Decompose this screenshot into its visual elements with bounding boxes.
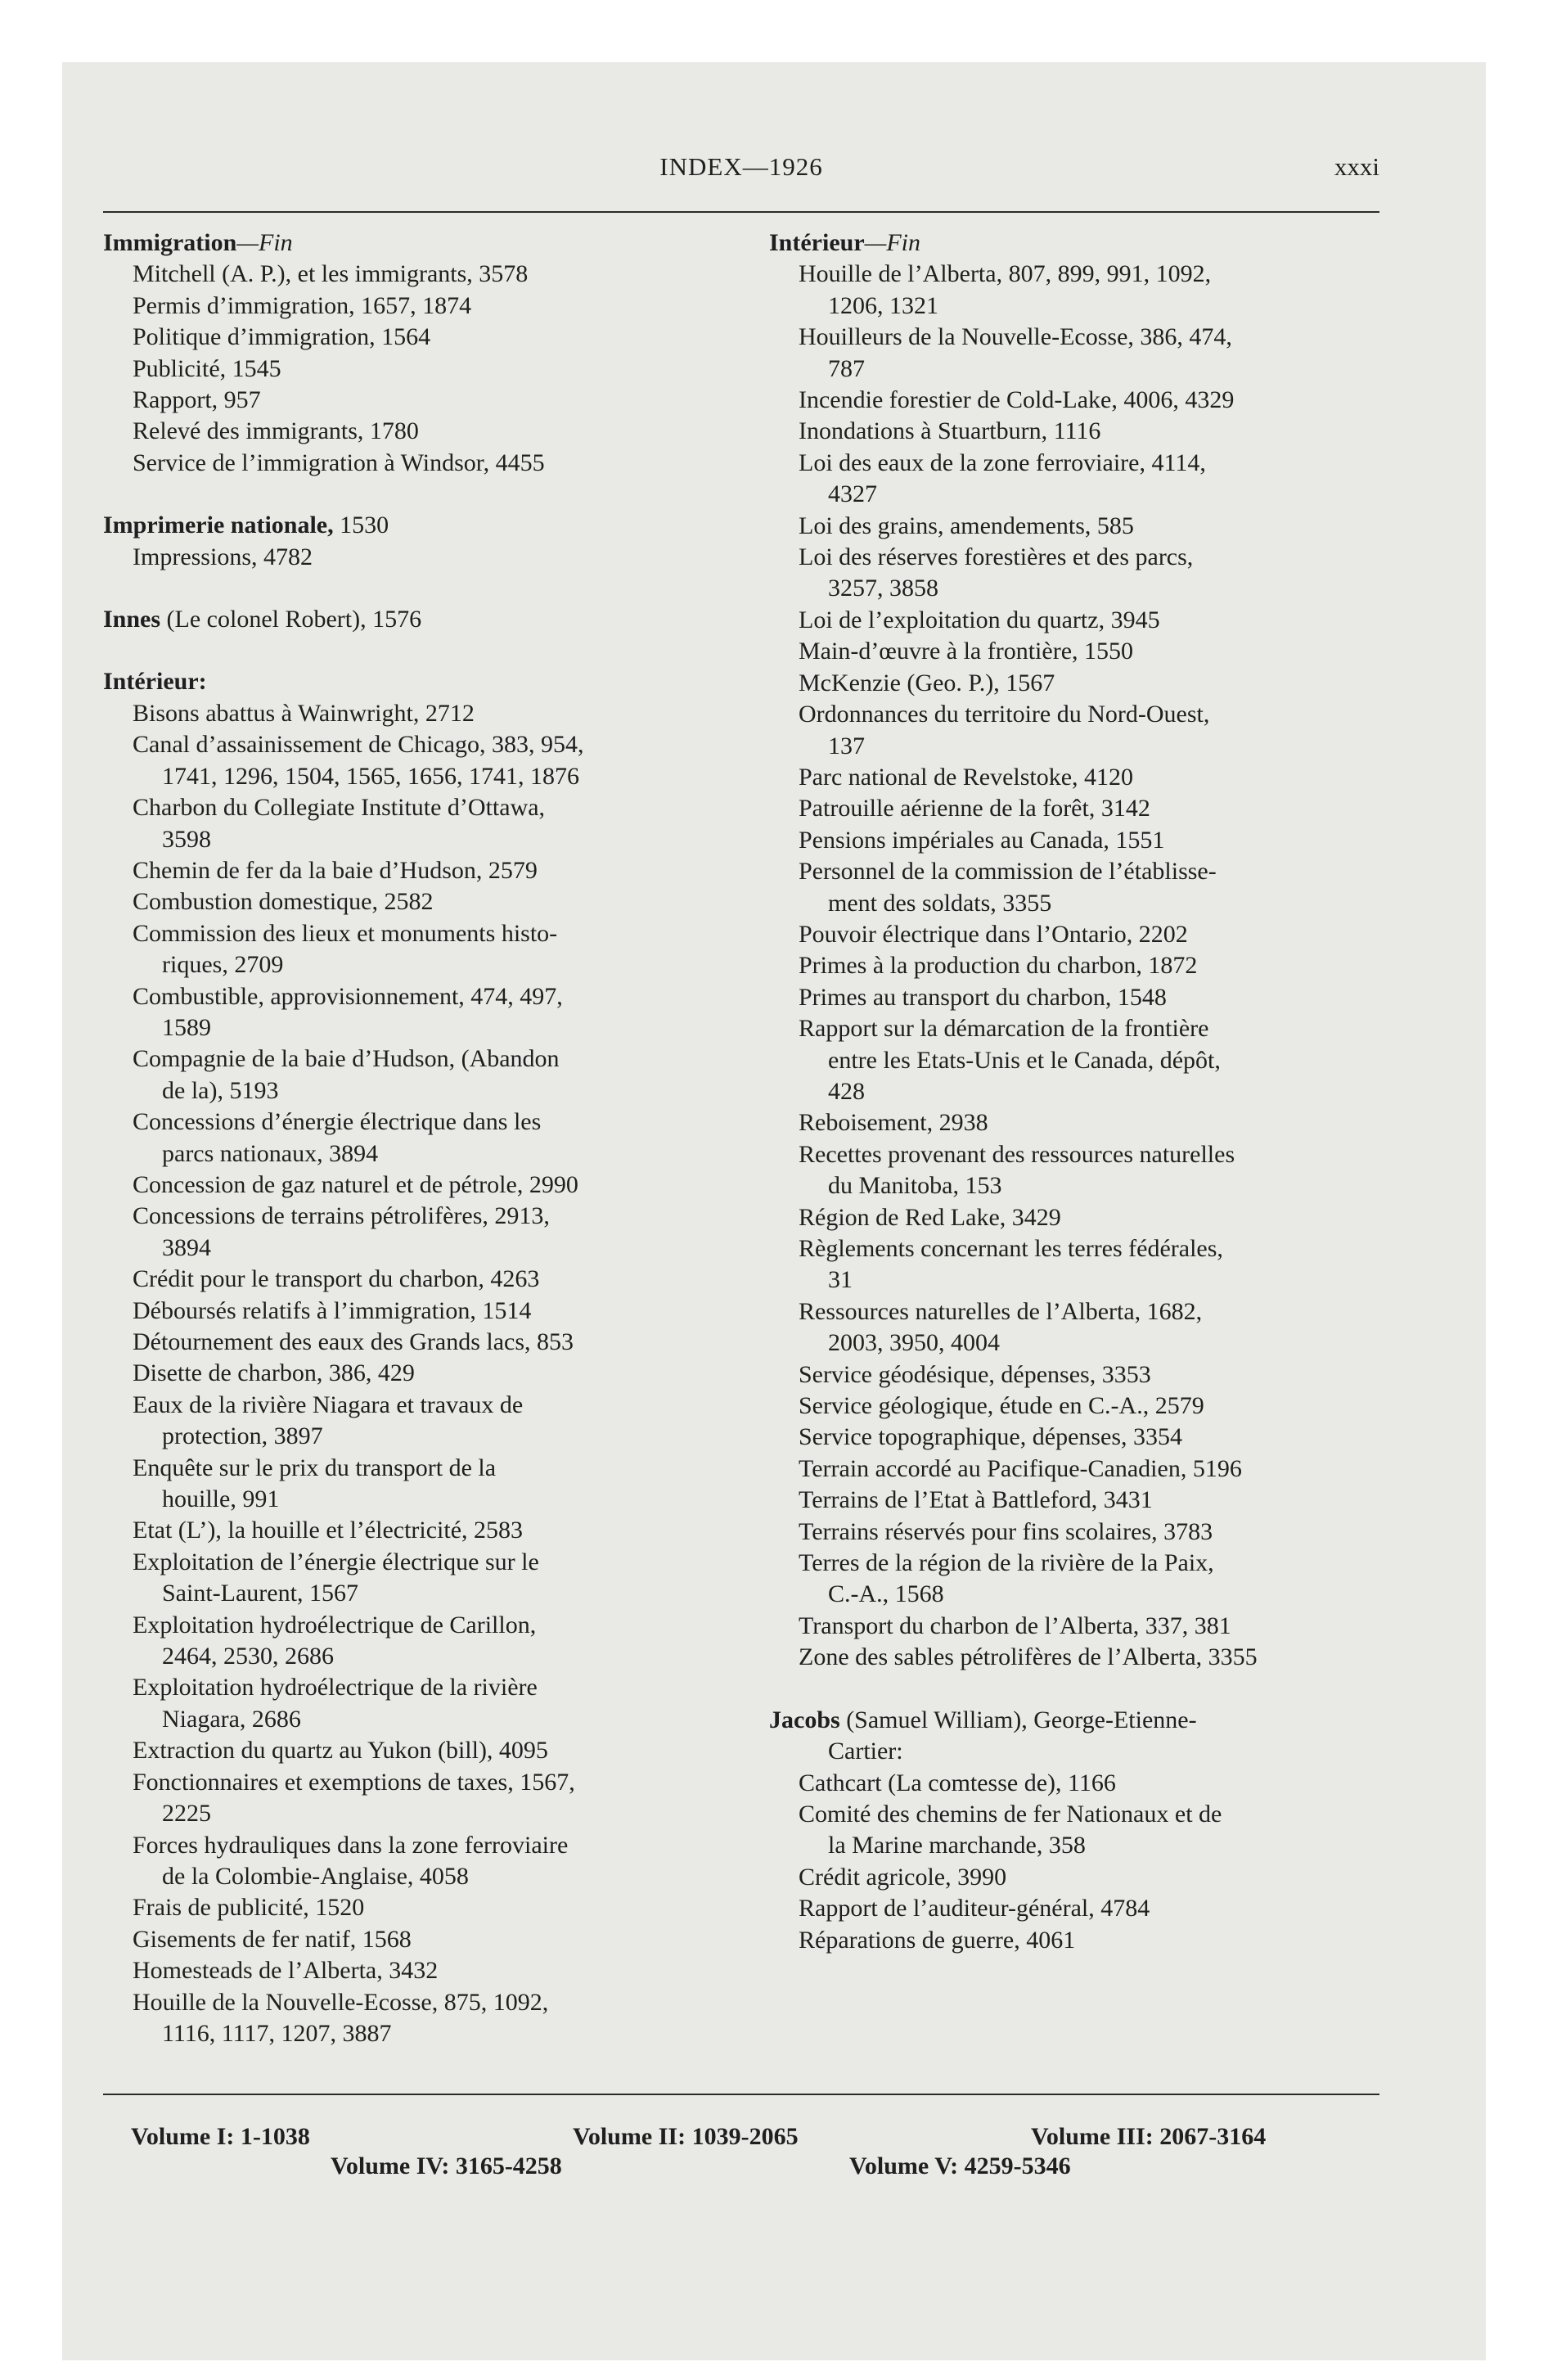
index-subentry-continuation: entre les Etats-Unis et le Canada, dépôt, <box>828 1046 1221 1074</box>
index-subentry: Chemin de fer da la baie d’Hudson, 2579 <box>133 856 538 884</box>
index-subentry: Terrains réservés pour fins scolaires, 3783 <box>799 1517 1213 1545</box>
volume-3-range: Volume III: 2067-3164 <box>1031 2123 1267 2150</box>
index-subentry: Extraction du quartz au Yukon (bill), 4095 <box>133 1737 548 1765</box>
index-subentry-continuation: parcs nationaux, 3894 <box>162 1139 379 1167</box>
index-subentry-continuation: Cartier: <box>828 1738 903 1765</box>
index-subentry-continuation: 1741, 1296, 1504, 1565, 1656, 1741, 1876 <box>162 762 579 790</box>
index-subentry: Primes à la production du charbon, 1872 <box>799 952 1198 980</box>
index-subentry: Service géologique, étude en C.-A., 2579 <box>799 1392 1204 1420</box>
index-subentry-continuation: houille, 991 <box>162 1485 280 1513</box>
index-subentry: Concessions d’énergie électrique dans les <box>133 1108 542 1136</box>
index-subentry: Publicité, 1545 <box>133 354 281 382</box>
index-subentry: Détournement des eaux des Grands lacs, 853 <box>133 1328 574 1355</box>
index-subentry-continuation: 1116, 1117, 1207, 3887 <box>162 2019 392 2047</box>
index-subentry: Service de l’immigration à Windsor, 4455 <box>133 449 545 476</box>
index-subentry: Disette de charbon, 386, 429 <box>133 1359 415 1387</box>
index-subentry-continuation: du Manitoba, 153 <box>828 1172 1002 1200</box>
entry-spacer <box>103 573 725 604</box>
footer-rule <box>103 2094 1379 2095</box>
index-subentry: Loi des réserves forestières et des parcs, <box>799 543 1194 571</box>
heading-name: Intérieur <box>769 229 865 256</box>
index-subentry: Combustion domestique, 2582 <box>133 888 434 916</box>
index-subentry: Houille de la Nouvelle-Ecosse, 875, 1092, <box>133 1988 549 2016</box>
index-subentry: Relevé des immigrants, 1780 <box>133 417 419 445</box>
index-subentry: Région de Red Lake, 3429 <box>799 1203 1061 1231</box>
heading-suffix: —Fin <box>236 229 293 256</box>
heading-name: Immigration <box>103 229 237 256</box>
index-subentry-continuation: 2003, 3950, 4004 <box>828 1329 1000 1357</box>
heading-name: Imprimerie nationale, <box>103 512 334 539</box>
index-subentry: Eaux de la rivière Niagara et travaux de <box>133 1391 524 1418</box>
running-title: INDEX—1926 <box>659 152 823 181</box>
index-subentry-continuation: 3257, 3858 <box>828 575 938 602</box>
index-subentry: Exploitation hydroélectrique de la rivière <box>133 1674 538 1702</box>
index-column-right <box>769 228 1378 1956</box>
index-subentry: Loi des grains, amendements, 585 <box>799 512 1134 539</box>
index-subentry: Terres de la région de la rivière de la Paix, <box>799 1549 1214 1577</box>
index-subentry: Cathcart (La comtesse de), 1166 <box>799 1769 1116 1796</box>
index-subentry-continuation: riques, 2709 <box>162 951 284 979</box>
index-subentry: Personnel de la commission de l’établisse- <box>799 858 1217 886</box>
index-subentry-continuation: 428 <box>828 1077 865 1105</box>
index-subentry: Bisons abattus à Wainwright, 2712 <box>133 699 475 727</box>
heading-detail: 1530 <box>333 512 389 539</box>
header-rule <box>103 211 1379 213</box>
index-subentry: Compagnie de la baie d’Hudson, (Abandon <box>133 1045 560 1073</box>
index-subentry: Forces hydrauliques dans la zone ferroviaire <box>133 1831 569 1859</box>
index-subentry: Gisements de fer natif, 1568 <box>133 1925 412 1953</box>
volume-4-range: Volume IV: 3165-4258 <box>331 2152 562 2179</box>
index-subentry: Patrouille aérienne de la forêt, 3142 <box>799 795 1150 823</box>
index-subentry: Concession de gaz naturel et de pétrole, 2990 <box>133 1170 578 1198</box>
index-subentry: Canal d’assainissement de Chicago, 383, 954, <box>133 731 584 759</box>
index-subentry: Comité des chemins de fer Nationaux et de <box>799 1800 1222 1828</box>
heading-detail: (Le colonel Robert), 1576 <box>160 606 422 633</box>
index-subentry: Service géodésique, dépenses, 3353 <box>799 1360 1151 1388</box>
index-subentry: Transport du charbon de l’Alberta, 337, 381 <box>799 1611 1231 1639</box>
index-subentry: Parc national de Revelstoke, 4120 <box>799 763 1134 791</box>
index-subentry: Fonctionnaires et exemptions de taxes, 1567, <box>133 1768 575 1796</box>
index-heading <box>103 666 725 697</box>
index-subentry: Loi des eaux de la zone ferroviaire, 4114, <box>799 449 1206 476</box>
index-subentry: Primes au transport du charbon, 1548 <box>799 983 1167 1011</box>
index-subentry: Rapport, 957 <box>133 386 261 414</box>
index-subentry: Homesteads de l’Alberta, 3432 <box>133 1957 439 1985</box>
page-number: xxxi <box>1334 152 1379 181</box>
index-subentry-continuation: Niagara, 2686 <box>162 1705 301 1733</box>
index-subentry: Charbon du Collegiate Institute d’Ottawa, <box>133 794 546 822</box>
heading-suffix: —Fin <box>864 229 920 256</box>
index-subentry: Incendie forestier de Cold-Lake, 4006, 4329 <box>799 386 1235 414</box>
index-subentry: Déboursés relatifs à l’immigration, 1514 <box>133 1296 532 1324</box>
index-subentry-continuation: protection, 3897 <box>162 1422 323 1450</box>
index-heading <box>103 604 725 635</box>
index-subentry: Enquête sur le prix du transport de la <box>133 1454 497 1481</box>
index-subentry-continuation: 3598 <box>162 825 211 853</box>
index-subentry: Ordonnances du territoire du Nord-Ouest, <box>799 701 1210 728</box>
entry-spacer <box>103 635 725 666</box>
index-subentry: Loi de l’exploitation du quartz, 3945 <box>799 606 1160 633</box>
index-subentry-continuation: 2225 <box>162 1800 211 1828</box>
index-subentry-continuation: 3894 <box>162 1233 211 1261</box>
index-subentry: Concessions de terrains pétrolifères, 2913, <box>133 1202 550 1230</box>
index-subentry: Crédit agricole, 3990 <box>799 1863 1007 1891</box>
index-heading <box>103 510 725 541</box>
index-subentry: Combustible, approvisionnement, 474, 497, <box>133 982 563 1010</box>
entry-spacer <box>103 479 725 510</box>
running-head <box>103 152 1379 193</box>
index-subentry: Rapport de l’auditeur-général, 4784 <box>799 1895 1150 1922</box>
index-subentry: Service topographique, dépenses, 3354 <box>799 1423 1183 1451</box>
heading-name: Innes <box>103 606 161 633</box>
index-subentry: Exploitation hydroélectrique de Carillon, <box>133 1611 537 1639</box>
index-subentry: Zone des sables pétrolifères de l’Alberta, 3355 <box>799 1643 1258 1671</box>
index-subentry: Pensions impériales au Canada, 1551 <box>799 826 1165 854</box>
index-subentry-continuation: C.-A., 1568 <box>828 1580 944 1608</box>
index-subentry-continuation: 137 <box>828 732 865 760</box>
heading-name: Intérieur: <box>103 668 207 696</box>
index-heading <box>103 228 725 259</box>
volume-2-range: Volume II: 1039-2065 <box>573 2123 799 2150</box>
index-heading <box>769 1705 1378 1736</box>
index-subentry: Reboisement, 2938 <box>799 1109 988 1137</box>
index-subentry: Ressources naturelles de l’Alberta, 1682, <box>799 1297 1203 1325</box>
index-subentry-continuation: de la), 5193 <box>162 1076 279 1104</box>
volume-5-range: Volume V: 4259-5346 <box>849 2152 1071 2179</box>
index-subentry: McKenzie (Geo. P.), 1567 <box>799 669 1055 696</box>
index-subentry: Réparations de guerre, 4061 <box>799 1926 1076 1954</box>
volume-1-range: Volume I: 1-1038 <box>131 2123 310 2150</box>
index-subentry-continuation: de la Colombie-Anglaise, 4058 <box>162 1862 469 1890</box>
index-subentry: Pouvoir électrique dans l’Ontario, 2202 <box>799 920 1188 948</box>
index-subentry: Terrain accordé au Pacifique-Canadien, 5196 <box>799 1454 1242 1482</box>
entry-spacer <box>769 1674 1378 1705</box>
index-subentry: Terrains de l’Etat à Battleford, 3431 <box>799 1486 1153 1514</box>
index-subentry: Etat (L’), la houille et l’électricité, 2583 <box>133 1517 524 1544</box>
index-subentry: Règlements concernant les terres fédérales, <box>799 1235 1223 1262</box>
index-subentry: Main-d’œuvre à la frontière, 1550 <box>799 638 1134 665</box>
index-subentry: Exploitation de l’énergie électrique sur le <box>133 1548 539 1575</box>
index-subentry-continuation: ment des soldats, 3355 <box>828 889 1052 917</box>
index-subentry: Frais de publicité, 1520 <box>133 1894 365 1922</box>
index-subentry: Inondations à Stuartburn, 1116 <box>799 417 1101 445</box>
index-subentry: Crédit pour le transport du charbon, 4263 <box>133 1265 540 1293</box>
index-subentry-continuation: 787 <box>828 354 865 382</box>
index-subentry-continuation: 31 <box>828 1266 853 1294</box>
index-subentry: Commission des lieux et monuments histo- <box>133 919 558 947</box>
index-subentry-continuation: Saint-Laurent, 1567 <box>162 1580 358 1607</box>
index-subentry: Politique d’immigration, 1564 <box>133 323 431 351</box>
heading-detail: (Samuel William), George-Etienne- <box>839 1706 1197 1733</box>
index-subentry: Houille de l’Alberta, 807, 899, 991, 1092, <box>799 260 1212 288</box>
index-subentry: Mitchell (A. P.), et les immigrants, 3578 <box>133 260 529 288</box>
index-subentry: Recettes provenant des ressources naturelles <box>799 1140 1235 1168</box>
index-subentry-continuation: 2464, 2530, 2686 <box>162 1643 334 1670</box>
index-subentry-continuation: la Marine marchande, 358 <box>828 1832 1086 1859</box>
index-subentry: Houilleurs de la Nouvelle-Ecosse, 386, 474, <box>799 323 1232 351</box>
index-subentry-continuation: 4327 <box>828 480 877 508</box>
index-subentry-continuation: 1589 <box>162 1013 211 1041</box>
heading-name: Jacobs <box>769 1706 840 1733</box>
index-column-left <box>103 228 725 2049</box>
index-subentry: Permis d’immigration, 1657, 1874 <box>133 291 472 319</box>
index-subentry: Impressions, 4782 <box>133 543 313 570</box>
index-heading <box>769 228 1378 259</box>
index-subentry: Rapport sur la démarcation de la frontière <box>799 1015 1209 1043</box>
index-subentry-continuation: 1206, 1321 <box>828 291 938 319</box>
